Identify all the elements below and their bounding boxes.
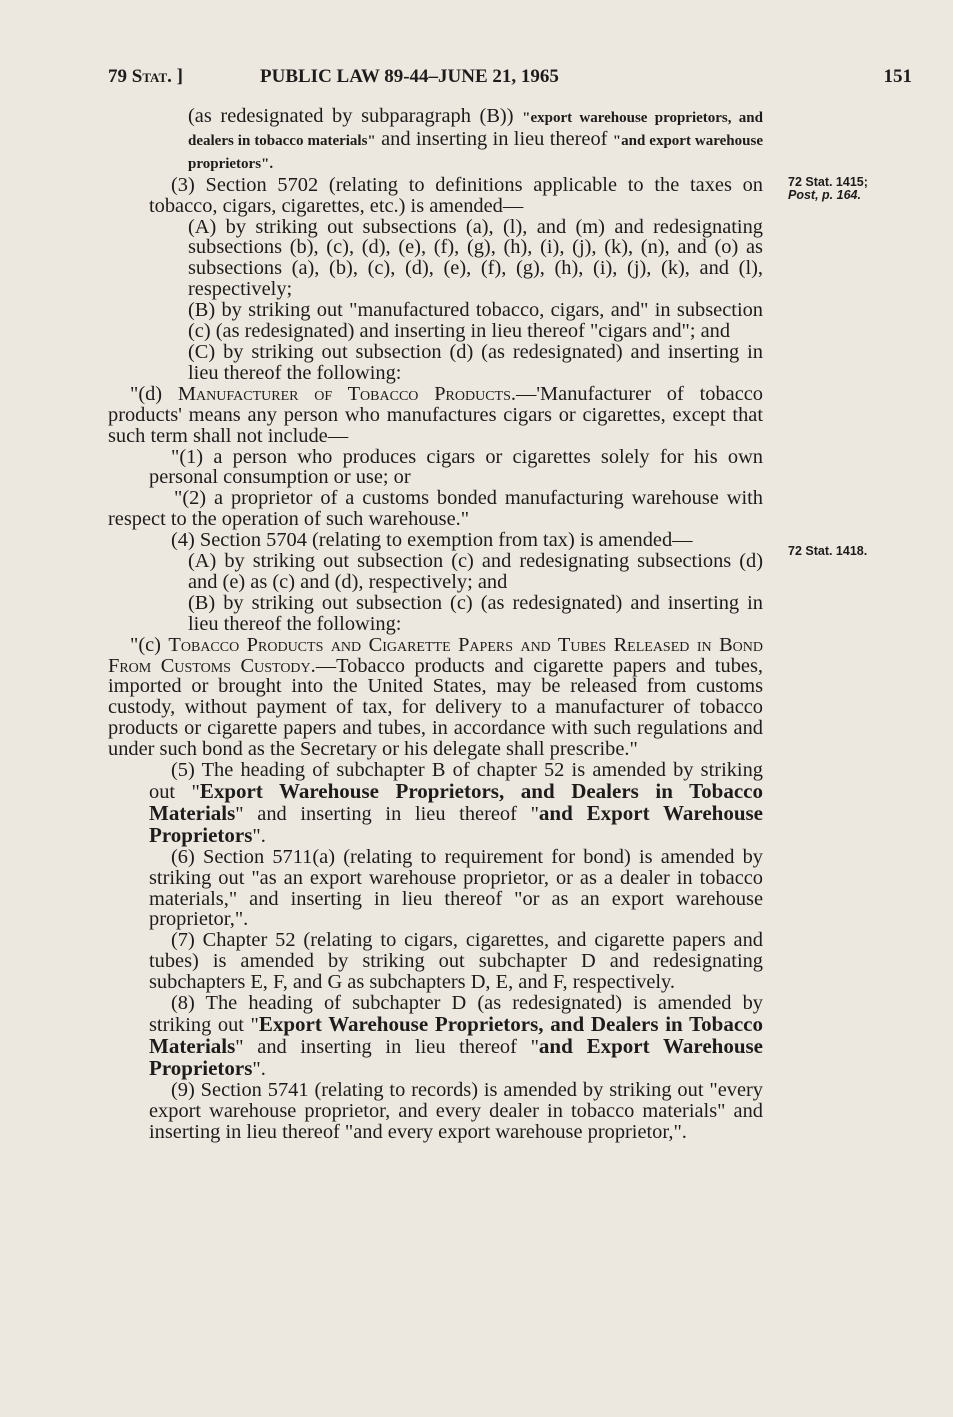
p1-text-c: and inserting in lieu thereof: [375, 127, 613, 150]
stat-reference: 79 Stat. ]: [108, 66, 183, 87]
subsection-d: [108, 384, 763, 447]
page-number: 151: [883, 66, 912, 87]
paragraph-6: (6) Section 5711(a) (relating to requirement for bond) is amended by striking out "as an export warehouse proprietor, or as a dealer in tobacco materials," and inserting in lieu thereof "or as an export warehouse proprietor,".: [149, 845, 763, 931]
p8-text-a: (8) The heading of subchapter D (as redesignated) is amended by striking out ": [149, 992, 763, 1036]
paragraph-7: (7) Chapter 52 (relating to cigars, cigarettes, and cigarette papers and tubes) is amended by striking out subchapter D and redesignating subchapters E, F, and G as subchapters D, E, and F, respectively.: [149, 929, 763, 994]
paragraph-5: [108, 760, 763, 847]
paragraph-3A: (A) by striking out subsections (a), (l), and (m) and redesignating subsections (b), (c), (d), (e), (f), (g), (h), (i), (j), (k), (n), and (o) as subsections (a), (b), (c), (d), (e), (f), (g), (h), (i), (j), (k), and (l), respectively;: [188, 215, 763, 301]
paragraph-8: [108, 993, 763, 1080]
p5-text-a: (5) The heading of subchapter B of chapter 52 is amended by striking out ": [149, 759, 763, 803]
paragraph-4A: (A) by striking out subsection (c) and redesignating subsections (d) and (e) as (c) and (d), respectively; and: [188, 550, 763, 593]
statute-text: [108, 106, 763, 1142]
margin-note-2: [788, 545, 867, 558]
subsection-d-heading: Manufacturer of Tobacco Products.: [177, 382, 516, 405]
margin-note-1-line1: 72 Stat. 1415;: [788, 175, 868, 189]
margin-note-1: [788, 176, 868, 202]
page-header: [108, 66, 912, 96]
p5-text-e: ".: [252, 824, 266, 847]
subsection-c-heading: Tobacco Products and Cigarette Papers and Tubes Released in Bond From Customs Custody.: [108, 633, 764, 677]
paragraph-9: (9) Section 5741 (relating to records) is amended by striking out "every export warehouse proprietor, and every dealer in tobacco materials" and inserting in lieu thereof "and every export warehouse proprietor,".: [149, 1078, 763, 1143]
p8-new-heading: and Export Warehouse Proprietors: [149, 1033, 763, 1080]
margin-note-1-line2: Post, p. 164.: [788, 188, 861, 202]
subsection-c: [108, 635, 763, 760]
law-title: PUBLIC LAW 89-44–JUNE 21, 1965: [260, 66, 559, 87]
p8-text-c: " and inserting in lieu thereof ": [235, 1035, 539, 1058]
p5-new-heading: and Export Warehouse Proprietors: [149, 800, 763, 847]
paragraph-3B: (B) by striking out "manufactured tobacco, cigars, and" in subsection (c) (as redesignated) and inserting in lieu thereof "cigars and"; and: [188, 299, 763, 343]
paragraph-3C: (C) by striking out subsection (d) (as redesignated) and inserting in lieu thereof the following:: [188, 340, 763, 384]
subsection-c-lead: "(c): [130, 633, 169, 656]
p8-old-heading: Export Warehouse Proprietors, and Dealers in Tobacco Materials: [149, 1011, 763, 1058]
p1-quote-new: "and export warehouse proprietors".: [188, 132, 763, 172]
subsection-c-text: —Tobacco products and cigarette papers and tubes, imported or brought into the United States, may be released from customs custody, without payment of tax, for delivery to a manufacturer of tobacco products or cigarette papers and tubes, in accordance with such regulations and under such bond as the Secretary or his delegate shall prescribe.": [108, 654, 763, 761]
paragraph-3: (3) Section 5702 (relating to definitions applicable to the taxes on tobacco, cigars, cigarettes, etc.) is amended—: [149, 173, 763, 217]
paragraph-4: (4) Section 5704 (relating to exemption from tax) is amended—: [171, 529, 693, 552]
subsection-d-lead: "(d): [130, 382, 178, 405]
p5-old-heading: Export Warehouse Proprietors, and Dealers in Tobacco Materials: [149, 779, 764, 825]
p5-text-c: " and inserting in lieu thereof ": [235, 802, 539, 825]
paragraph-4B: (B) by striking out subsection (c) (as redesignated) and inserting in lieu thereof the following:: [188, 591, 763, 635]
subsection-d-text: —'Manufacturer of tobacco products' means any person who manufactures cigars or cigarettes, except that such term shall not include—: [108, 382, 763, 447]
subsection-d-1: "(1) a person who produces cigars or cigarettes solely for his own personal consumption or use; or: [149, 445, 763, 489]
p1-text-a: (as redesignated by subparagraph (B)): [188, 105, 523, 127]
p1-quote-old: "export warehouse proprietors, and dealers in tobacco materials": [188, 110, 763, 149]
paragraph-2-continuation: [108, 106, 763, 175]
margin-note-2-line1: 72 Stat. 1418.: [788, 544, 868, 558]
p8-text-e: ".: [252, 1057, 266, 1080]
subsection-d-2: "(2) a proprietor of a customs bonded manufacturing warehouse with respect to the operation of such warehouse.": [108, 487, 763, 531]
